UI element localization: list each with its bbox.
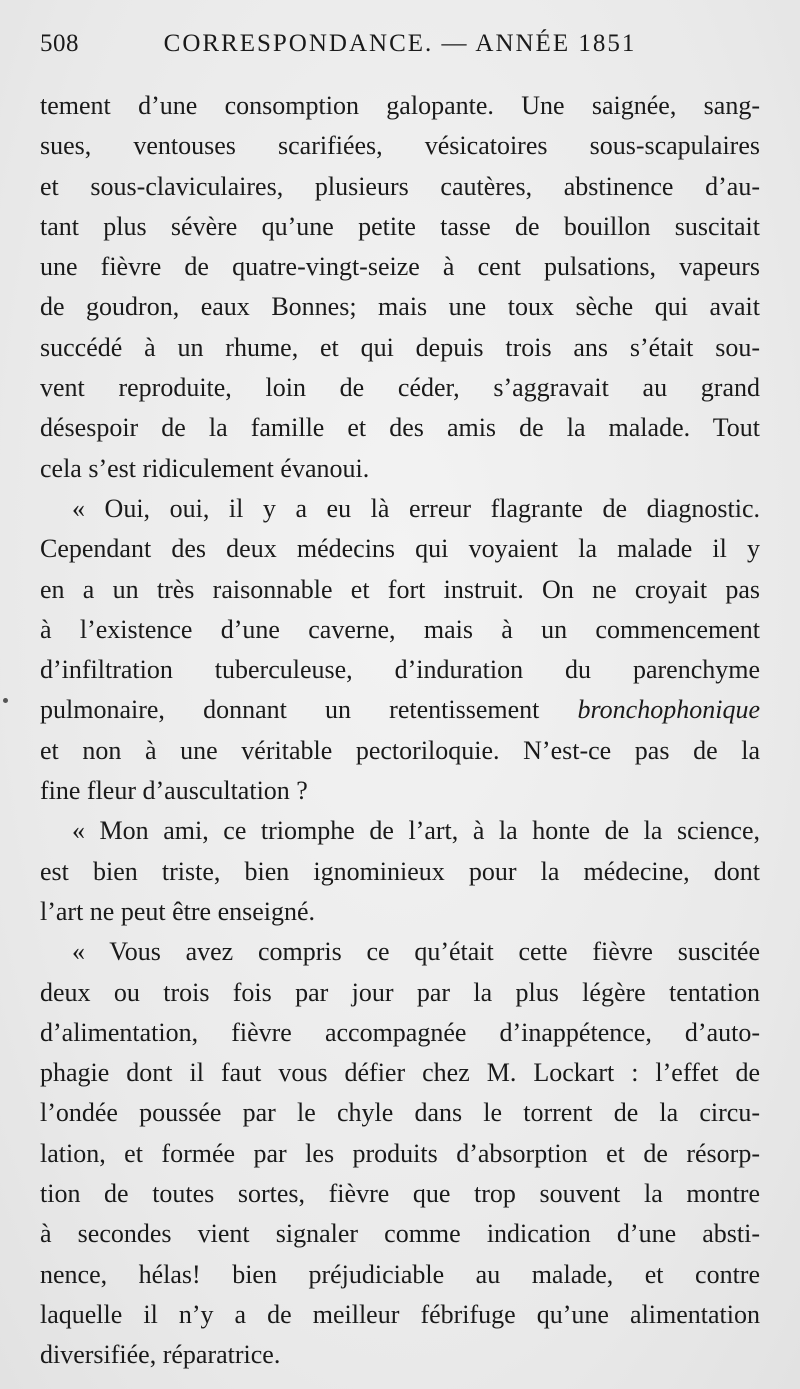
text-line: à l’existence d’une caverne, mais à un commencement <box>40 614 760 644</box>
text-line: une fièvre de quatre-vingt-seize à cent pulsations, vapeurs <box>40 252 760 282</box>
text-line: désespoir de la famille et des amis de la malade. Tout <box>40 413 760 443</box>
text-line: sues, ventouses scarifiées, vésicatoires sous-scapulaires <box>40 131 760 161</box>
text-line: tant plus sévère qu’une petite tasse de bouillon suscitait <box>40 211 760 241</box>
text-line: et non à une véritable pectoriloquie. N’est-ce pas de la <box>40 735 760 765</box>
text-line: à secondes vient signaler comme indication d’une absti- <box>40 1219 760 1249</box>
text-line: en a un très raisonnable et fort instruit. On ne croyait pas <box>40 574 760 604</box>
text-line: phagie dont il faut vous défier chez M. Lockart : l’effet de <box>40 1058 760 1088</box>
italic-term: bronchophonique <box>577 695 760 725</box>
text-line: est bien triste, bien ignominieux pour la médecine, dont <box>40 856 760 886</box>
text-line: tion de toutes sortes, fièvre que trop souvent la montre <box>40 1179 760 1209</box>
text-line: succédé à un rhume, et qui depuis trois ans s’était sou- <box>40 332 760 362</box>
body-text <box>40 86 760 1376</box>
text-line: d’alimentation, fièvre accompagnée d’inappétence, d’auto- <box>40 1017 760 1047</box>
text-line: cela s’est ridiculement évanoui. <box>40 453 370 483</box>
running-title: CORRESPONDANCE. — ANNÉE 1851 <box>163 30 637 57</box>
text-line: deux ou trois fois par jour par la plus légère tentation <box>40 977 760 1007</box>
text-line: Cependant des deux médecins qui voyaient la malade il y <box>40 534 760 564</box>
text-run: pulmonaire, donnant un retentissement <box>40 695 540 725</box>
text-line: vent reproduite, loin de céder, s’aggravait au grand <box>40 373 760 403</box>
text-line: l’art ne peut être enseigné. <box>40 896 316 926</box>
text-line: tement d’une consomption galopante. Une saignée, sang- <box>40 91 760 120</box>
text-line: diversifiée, réparatrice. <box>40 1340 281 1370</box>
text-line: d’infiltration tuberculeuse, d’induration du parenchyme <box>40 655 760 685</box>
text-line: laquelle il n’y a de meilleur fébrifuge qu’une alimentation <box>40 1299 760 1329</box>
text-line: « Mon ami, ce triomphe de l’art, à la honte de la science, <box>72 816 760 846</box>
text-line: fine fleur d’auscultation ? <box>40 776 308 806</box>
text-line: l’ondée poussée par le chyle dans le torrent de la circu- <box>40 1098 760 1128</box>
text-line: nence, hélas! bien préjudiciable au malade, et contre <box>40 1259 760 1289</box>
text-line: de goudron, eaux Bonnes; mais une toux sèche qui avait <box>40 292 760 322</box>
text-line: et sous-claviculaires, plusieurs cautères, abstinence d’au- <box>40 171 760 201</box>
text-line: « Vous avez compris ce qu’était cette fièvre suscitée <box>72 937 760 967</box>
running-head <box>40 30 760 62</box>
text-line-with-italic <box>40 690 760 730</box>
text-line: lation, et formée par les produits d’absorption et de résorp- <box>40 1138 760 1168</box>
page-number: 508 <box>40 30 79 57</box>
margin-mark <box>3 698 8 703</box>
text-line: « Oui, oui, il y a eu là erreur flagrante de diagnostic. <box>72 493 760 523</box>
